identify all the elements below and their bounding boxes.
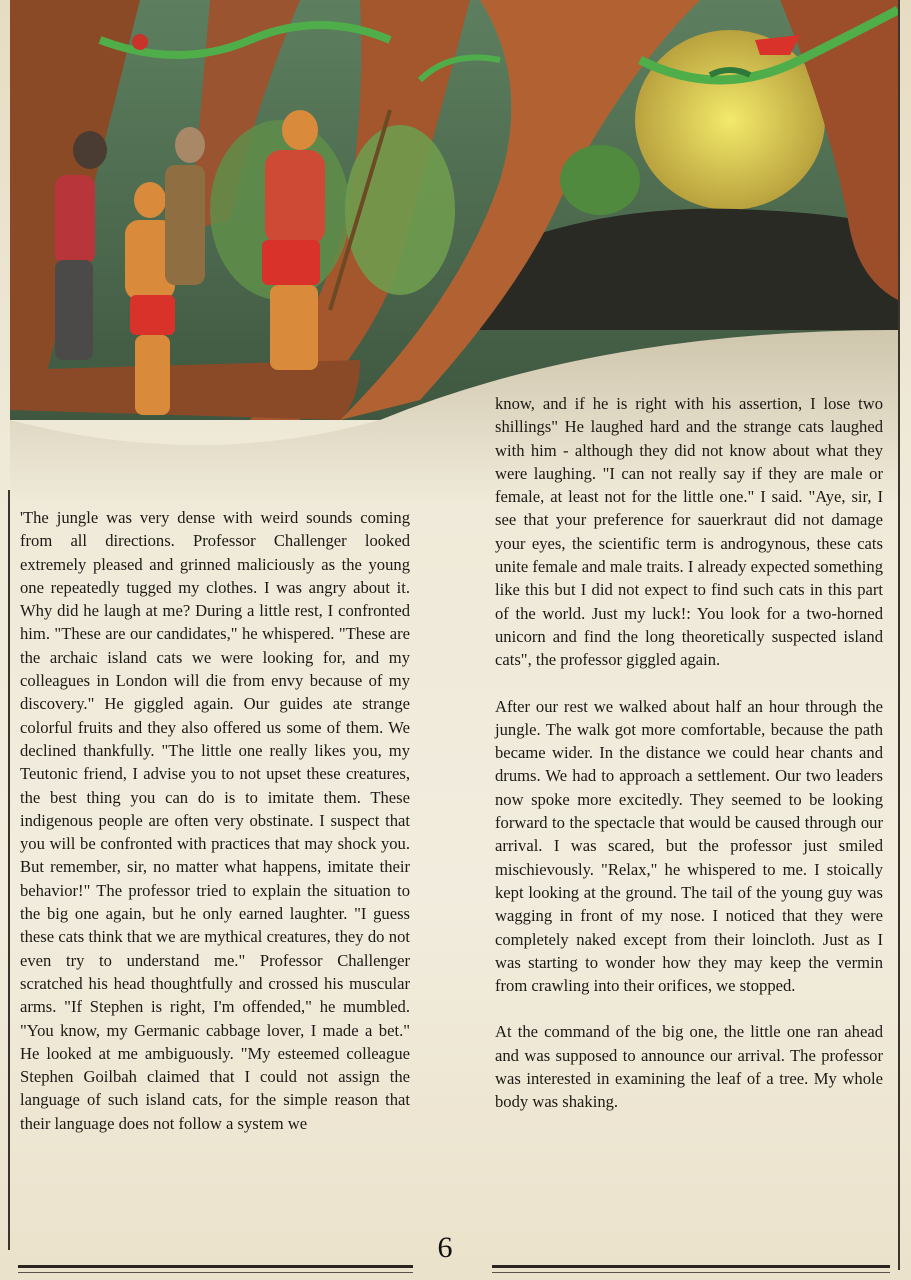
frame-line-bottom-right-thin <box>492 1272 890 1273</box>
story-paragraph-command: At the command of the big one, the little one ran ahead and was supposed to announce our arrival. The professor was interested in examining the leaf of a tree. My whole body was shaking. <box>495 1022 883 1112</box>
story-paragraph-continuation: know, and if he is right with his assertion, I lose two shillings" He laughed hard and the strange cats laughed with him - although they did not know about what they were laughing. "I can not really say if they are male or female, at least not for the little one." I said. "Aye, sir, I see that your preference for sauerkraut did not damage your eyes, the scientific term is androgynous, these cats unite female and male traits. I already expected something like this but I did not expect to find such cats in this part of the world. Just my luck!: You look for a two-horned unicorn and find the long theoretically suspected island cats", the professor giggled again. <box>495 394 883 670</box>
frame-line-bottom-left-thin <box>18 1272 413 1273</box>
story-paragraph: 'The jungle was very dense with weird sounds coming from all directions. Professor Challenger looked extremely pleased and grinned maliciously as the young one repeatedly tugged my clothes. I was angry about it. Why did he laugh at me? During a little rest, I confronted him. "These are our candidates," he whispered. "These are the archaic island cats we were looking for, and my colleagues in London will die from envy because of my discovery." He giggled again. Our guides ate strange colorful fruits and they also offered us some of them. We declined thankfully. "The little one really likes you, my Teutonic friend, I advise you to not upset these creatures, the best thing you can do is to imitate them. These indigenous people are often very obstinate. I suspect that you will be confronted with practices that may shock you. But remember, sir, no matter what happens, imitate their behavior!" The professor tried to explain the situation to the big one again, but he only earned laughter. "I guess these cats think that we are mythical creatures, they do not even try to understand me." Professor Challenger scratched his head thoughtfully and crossed his muscular arms. "If Stephen is right, I'm offended," he mumbled. "You know, my Germanic cabbage lover, I made a bet." He looked at me ambiguously. "My esteemed colleague Stephen Goilbah claimed that I could not assign the language of such island cats, for the simple reason that their language does not follow a system we <box>20 508 410 1133</box>
bird-left <box>132 34 148 50</box>
frame-line-bottom-left <box>18 1265 413 1268</box>
frame-line-bottom-right <box>492 1265 890 1268</box>
page-number: 6 <box>437 1231 453 1264</box>
story-column-left <box>20 506 410 1135</box>
story-paragraph-walk: After our rest we walked about half an hour through the jungle. The walk got more comfortable, because the path became wider. In the distance we could hear chants and drums. We had to approach a settlement. Our two leaders now spoke more excitedly. They seemed to be looking forward to the spectacle that would be caused through our arrival. I was scared, but the professor just smiled mischievously. "Relax," he whispered to me. I stoically kept looking at the ground. The tail of the young guy was wagging in front of my nose. I noticed that they were completely naked except from their loincloth. Just as I was starting to wonder how they may keep the vermin from crawling into their orifices, we stopped. <box>495 696 883 996</box>
frame-line-left <box>8 490 10 1250</box>
story-column-right <box>495 392 883 1114</box>
frame-line-right <box>898 0 900 1270</box>
fern <box>560 145 640 215</box>
